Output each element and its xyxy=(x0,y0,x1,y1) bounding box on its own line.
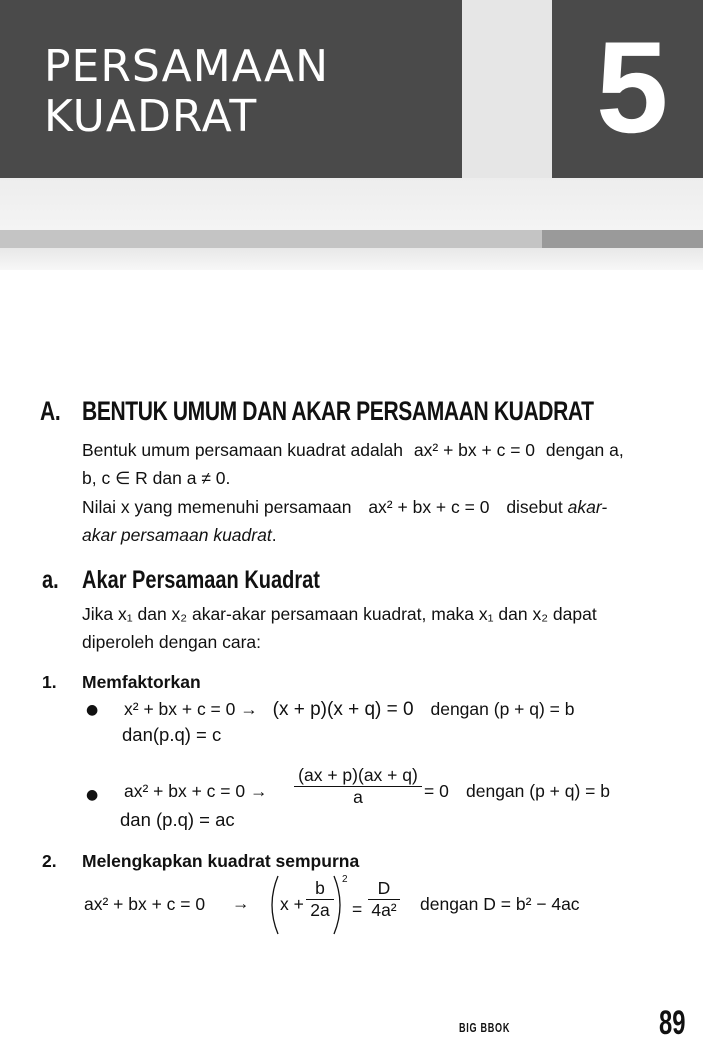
bullet-2-denominator: a xyxy=(353,787,363,807)
method-2-rhs-num: D xyxy=(368,878,400,900)
bullet-2-numerator: (ax + p)(ax + q) xyxy=(294,765,422,787)
bullet-2-condition: dengan (p + q) = b xyxy=(466,781,610,801)
bullet-1-factor: (x + p)(x + q) = 0 xyxy=(272,699,414,720)
bullet-1-equation xyxy=(124,696,574,723)
method-2-rhs-den: 4a² xyxy=(371,900,397,920)
bullet-2-rhs: = 0 xyxy=(424,781,449,801)
header-light-column xyxy=(462,0,552,178)
p1-equation: ax² + bx + c = 0 xyxy=(413,440,536,460)
p1-line-2: b, c ∈ R dan a ≠ 0. xyxy=(82,468,231,488)
method-2-x-plus: x + xyxy=(280,894,304,914)
method-1-title: Memfaktorkan xyxy=(82,672,201,692)
method-1-number: 1. xyxy=(42,672,57,692)
chapter-number: 5 xyxy=(596,14,669,160)
chapter-title-line1: PERSAMAAN xyxy=(44,41,330,92)
p2-tail-italic: akar- xyxy=(567,497,608,517)
header-stripe-band-dark xyxy=(542,230,703,248)
bullet-2-fraction xyxy=(294,765,422,808)
p2-tail: disebut xyxy=(506,497,563,517)
p2-line2-italic: akar persamaan kuadrat xyxy=(82,525,272,545)
bullet-1-line-2: dan(p.q) = c xyxy=(122,724,222,745)
p1-tail: dengan a, xyxy=(545,440,624,460)
section-heading: BENTUK UMUM DAN AKAR PERSAMAAN KUADRAT xyxy=(82,396,594,426)
method-2-eq-left: ax² + bx + c = 0 xyxy=(84,894,206,914)
section-a-paragraph-2-line-1 xyxy=(82,494,672,520)
section-a-paragraph-2-line-2 xyxy=(82,522,277,548)
method-2-inner-den: 2a xyxy=(310,900,330,920)
bullet-icon: ● xyxy=(86,702,99,718)
method-2-condition: dengan D = b² − 4ac xyxy=(420,894,580,914)
header-stripe-lower xyxy=(0,248,703,270)
section-letter: A. xyxy=(40,396,61,426)
subsection-intro-line-1: Jika x₁ dan x₂ akar-akar persamaan kuadrat, maka x₁ dan x₂ dapat xyxy=(82,604,597,624)
bullet-icon: ● xyxy=(86,787,99,803)
bullet-1-condition: dengan (p + q) = b xyxy=(430,699,575,719)
page-number: 89 xyxy=(659,1004,686,1042)
method-2-rhs-fraction xyxy=(368,878,400,921)
p2-line2-end: . xyxy=(271,525,277,545)
method-2-equals: = xyxy=(352,899,363,919)
subsection-intro-line-2: diperoleh dengan cara: xyxy=(82,632,262,652)
p1-text: Bentuk umum persamaan kuadrat adalah xyxy=(82,440,404,460)
method-2-arrow: → xyxy=(232,893,250,913)
footer-brand: BIG BBOK xyxy=(459,1020,511,1035)
chapter-title-line2: KUADRAT xyxy=(44,91,258,142)
bullet-2-line-2: dan (p.q) = ac xyxy=(120,809,235,830)
method-2-exponent: 2 xyxy=(342,874,348,885)
p2-equation: ax² + bx + c = 0 xyxy=(368,497,490,517)
method-2-inner-num: b xyxy=(306,878,334,900)
method-2-title: Melengkapkan kuadrat sempurna xyxy=(82,851,360,871)
subsection-heading: Akar Persamaan Kuadrat xyxy=(82,566,320,594)
header-stripe xyxy=(0,178,703,230)
chapter-title xyxy=(44,42,329,142)
method-2-number: 2. xyxy=(42,851,57,871)
p2-text: Nilai x yang memenuhi persamaan xyxy=(82,497,352,517)
section-a-paragraph-1-line-1 xyxy=(82,437,672,463)
subsection-letter: a. xyxy=(42,566,59,594)
bullet-2-eq: ax² + bx + c = 0 → xyxy=(124,781,268,801)
bullet-1-eq: x² + bx + c = 0 → xyxy=(124,699,258,719)
